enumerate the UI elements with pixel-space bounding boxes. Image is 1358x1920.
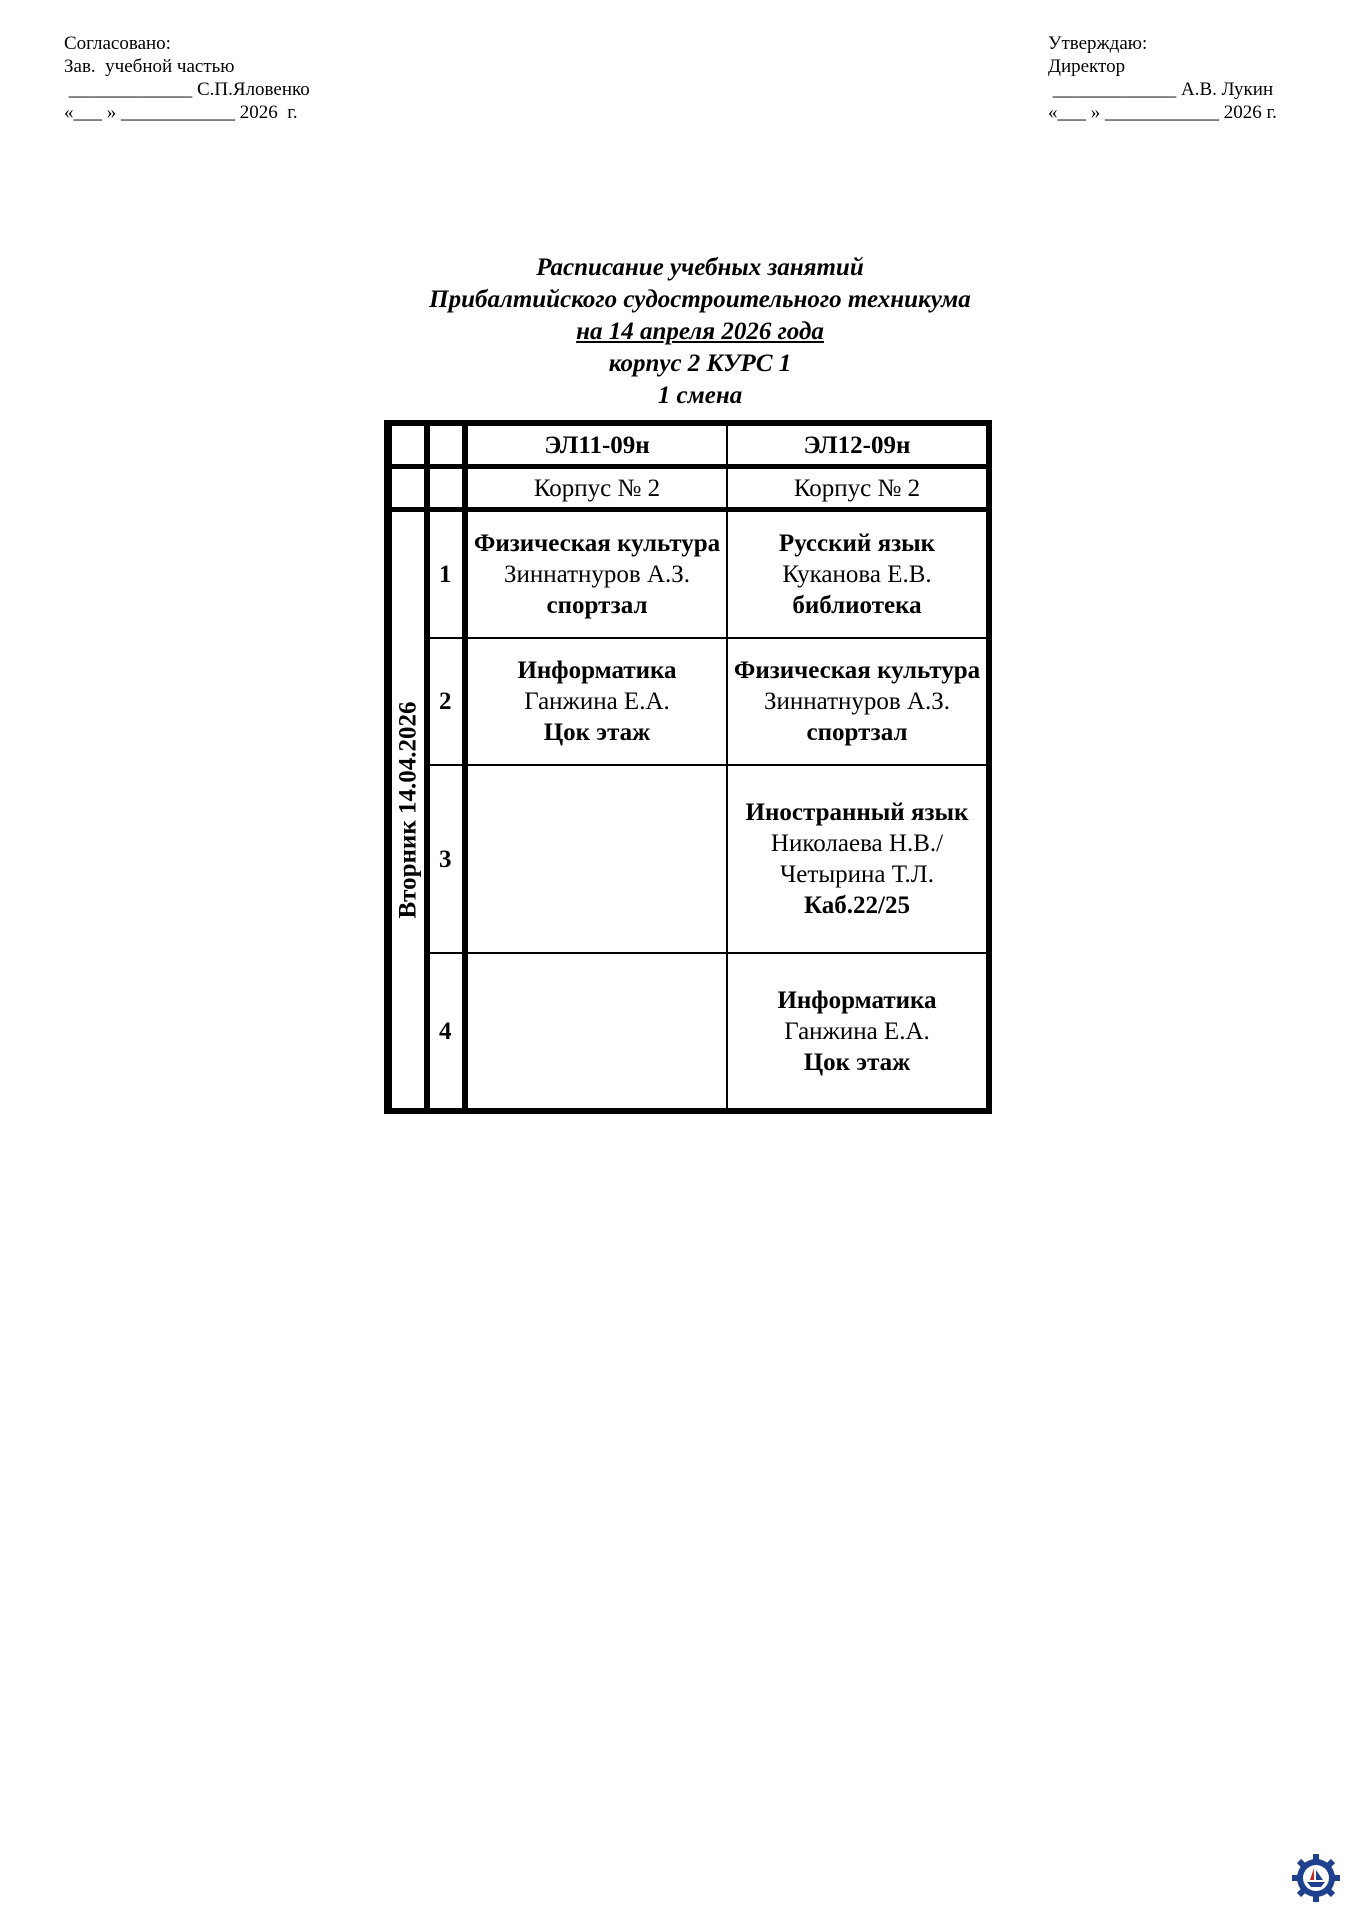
- approval-right-line1: Утверждаю:: [1048, 33, 1148, 54]
- teacher: Ганжина Е.А.: [784, 1017, 930, 1045]
- room: библиотека: [792, 592, 922, 619]
- lesson-cell-empty: [467, 765, 727, 953]
- teacher: Зиннатнуров А.З.: [763, 688, 951, 715]
- room: Цок этаж: [803, 1048, 911, 1076]
- lesson-cell: [727, 638, 987, 765]
- schedule-table: [384, 420, 992, 1114]
- approval-block-left: [64, 32, 310, 124]
- room: спортзал: [806, 719, 908, 746]
- subject: Физическая культура: [473, 530, 721, 557]
- lesson-cell-empty: [467, 953, 727, 1109]
- approval-left-line3: _____________ С.П.Яловенко: [64, 79, 310, 100]
- day-label: Вторник 14.04.2026: [394, 701, 422, 919]
- empty-cell: [389, 425, 429, 468]
- lesson-cell: [727, 765, 987, 953]
- room: спортзал: [546, 592, 648, 619]
- subject: Информатика: [517, 657, 677, 684]
- empty-cell: [389, 468, 429, 511]
- empty-cell: [429, 425, 467, 468]
- day-cell: [389, 511, 429, 1109]
- room: Каб.22/25: [804, 892, 910, 919]
- approval-left-line1: Согласовано:: [64, 33, 171, 54]
- subject: Иностранный язык: [745, 799, 969, 826]
- lesson-row: [389, 765, 987, 953]
- group-header: ЭЛ12-09н: [727, 425, 987, 468]
- teacher: Куканова Е.В.: [782, 561, 932, 588]
- approval-left-line4: «___ » ____________ 2026 г.: [64, 102, 298, 123]
- title-date-text: на 14 апреля 2026 года: [576, 318, 824, 345]
- title-building-course: корпус 2 КУРС 1: [608, 350, 792, 377]
- lesson-number: 1: [429, 511, 467, 638]
- approval-left-line2: Зав. учебной частью: [64, 56, 235, 77]
- subject: Информатика: [777, 986, 937, 1014]
- lesson-row: [389, 953, 987, 1109]
- title-line2: Прибалтийского судостроительного техникума: [429, 286, 971, 313]
- lesson-row: [389, 511, 987, 638]
- group-header-row: [389, 425, 987, 468]
- title-date: [380, 316, 1020, 348]
- lesson-cell: [727, 511, 987, 638]
- lesson-number: 4: [429, 953, 467, 1109]
- title-shift: 1 смена: [657, 382, 743, 409]
- page-title: [380, 252, 1020, 412]
- title-line1: Расписание учебных занятий: [536, 254, 864, 281]
- lesson-cell: [467, 511, 727, 638]
- room: Цок этаж: [543, 719, 651, 746]
- lesson-number: 3: [429, 765, 467, 953]
- lesson-cell: [727, 953, 987, 1109]
- approval-right-line2: Директор: [1048, 56, 1126, 77]
- lesson-number: 2: [429, 638, 467, 765]
- college-gear-logo-icon: [1290, 1852, 1342, 1904]
- empty-cell: [429, 468, 467, 511]
- building-row: [389, 468, 987, 511]
- approval-right-line4: «___ » ____________ 2026 г.: [1048, 102, 1277, 123]
- teacher: Зиннатнуров А.З.: [503, 561, 691, 588]
- building-cell: Корпус № 2: [727, 468, 987, 511]
- lesson-cell: [467, 638, 727, 765]
- subject: Русский язык: [778, 530, 936, 557]
- teacher: Ганжина Е.А.: [524, 688, 670, 715]
- building-cell: Корпус № 2: [467, 468, 727, 511]
- lesson-row: [389, 638, 987, 765]
- subject: Физическая культура: [733, 657, 981, 684]
- approval-right-line3: _____________ А.В. Лукин: [1048, 79, 1274, 100]
- approval-block-right: [1048, 32, 1277, 124]
- group-header: ЭЛ11-09н: [467, 425, 727, 468]
- teacher: Николаева Н.В./Четырина Т.Л.: [770, 830, 944, 888]
